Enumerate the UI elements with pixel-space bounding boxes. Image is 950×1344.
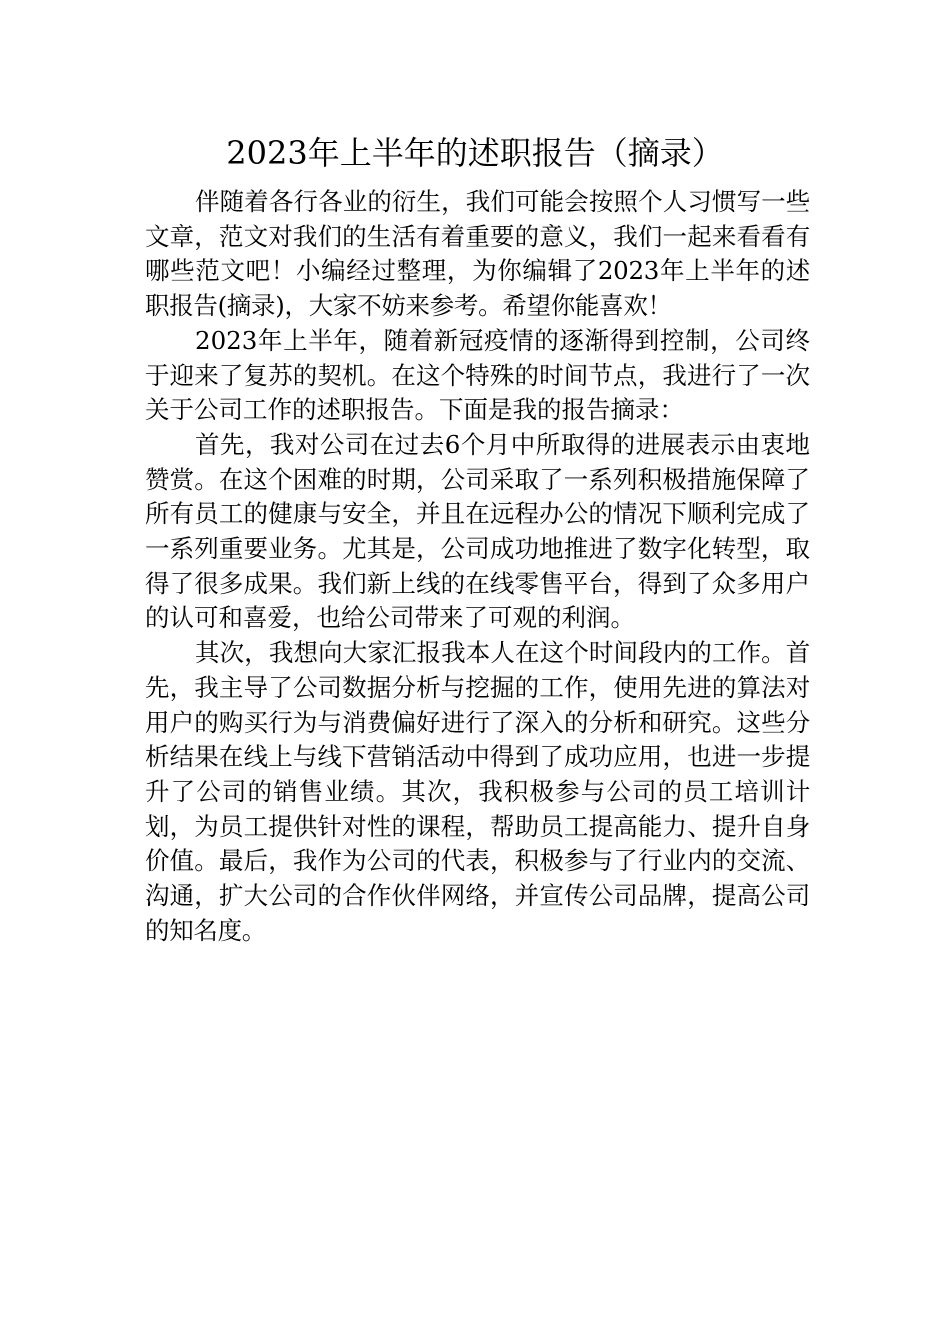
paragraph-personal-work: 其次，我想向大家汇报我本人在这个时间段内的工作。首先，我主导了公司数据分析与挖掘的工作，使用先进的算法对用户的购买行为与消费偏好进行了深入的分析和研究。这些分析结果在线上与线下营销活动中得到了成功应用，也进一步提升了公司的销售业绩。其次，我积极参与公司的员工培训计划，为员工提供针对性的课程，帮助员工提高能力、提升自身价值。最后，我作为公司的代表，积极参与了行业内的交流、沟通，扩大公司的合作伙伴网络，并宣传公司品牌，提高公司的知名度。 <box>145 638 810 945</box>
paragraph-context: 2023年上半年，随着新冠疫情的逐渐得到控制，公司终于迎来了复苏的契机。在这个特殊的时间节点，我进行了一次关于公司工作的述职报告。下面是我的报告摘录： <box>145 325 810 425</box>
document-body <box>145 185 810 948</box>
paragraph-company-progress: 首先，我对公司在过去6个月中所取得的进展表示由衷地赞赏。在这个困难的时期，公司采取了一系列积极措施保障了所有员工的健康与安全，并且在远程办公的情况下顺利完成了一系列重要业务。尤其是，公司成功地推进了数字化转型，取得了很多成果。我们新上线的在线零售平台，得到了众多用户的认可和喜爱，也给公司带来了可观的利润。 <box>145 429 810 633</box>
document-title: 2023年上半年的述职报告（摘录） <box>226 134 724 172</box>
paragraph-intro: 伴随着各行各业的衍生，我们可能会按照个人习惯写一些文章，范文对我们的生活有着重要的意义，我们一起来看看有哪些范文吧！小编经过整理，为你编辑了2023年上半年的述职报告(摘录)，大家不妨来参考。希望你能喜欢！ <box>145 187 810 321</box>
